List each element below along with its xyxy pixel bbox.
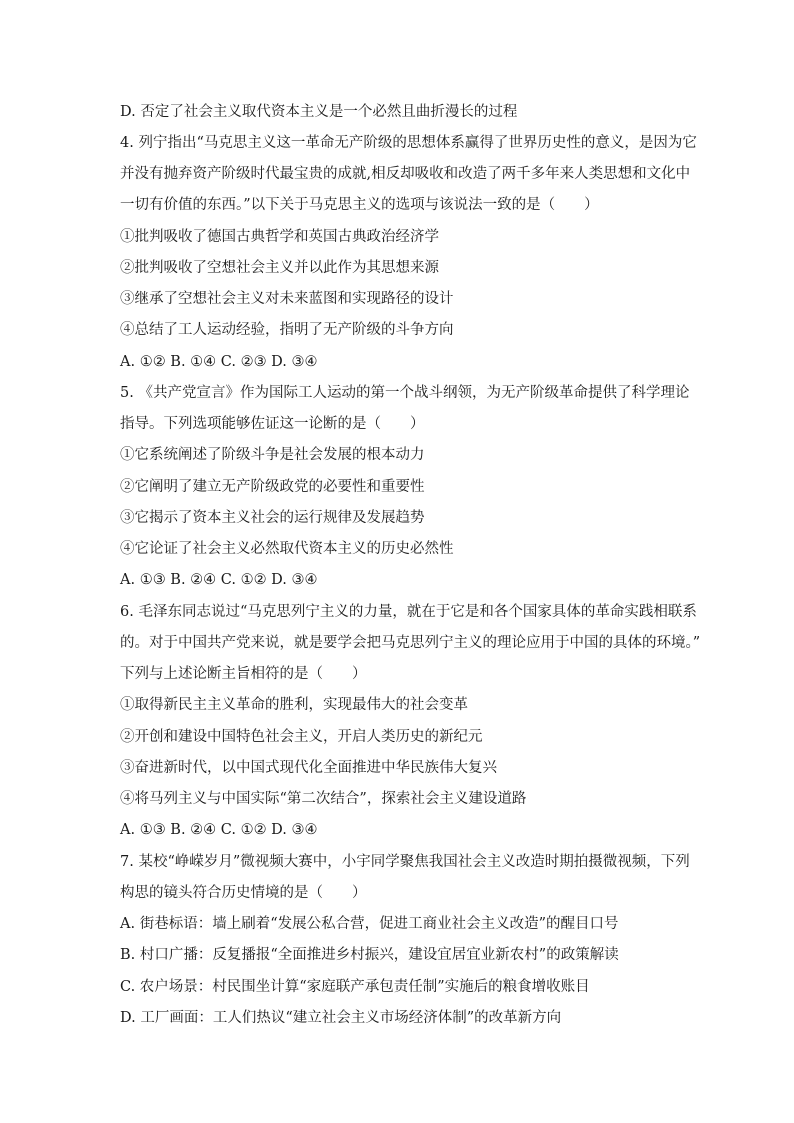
q5-stem-line-1: 5. 《共产党宣言》作为国际工人运动的第一个战斗纲领，为无产阶级革命提供了科学理论 [120,385,690,401]
q4-statement-2: ②批判吸收了空想社会主义并以此作为其思想来源 [120,260,439,276]
q5-statement-4: ④它论证了社会主义必然取代资本主义的历史必然性 [120,541,454,557]
q3-option-d: D. 否定了社会主义取代资本主义是一个必然且曲折漫长的过程 [120,104,518,120]
q7-option-d: D. 工厂画面：工人们热议“建立社会主义市场经济体制”的改革新方向 [120,1010,562,1026]
q4-statement-1: ①批判吸收了德国古典哲学和英国古典政治经济学 [120,229,439,245]
q6-statement-2: ②开创和建设中国特色社会主义，开启人类历史的新纪元 [120,729,483,745]
q6-stem-line-2: 的。对于中国共产党来说，就是要学会把马克思列宁主义的理论应用于中国的具体的环境。” [120,635,701,651]
q6-stem-line-3: 下列与上述论断主旨相符的是（ ） [120,666,367,682]
q7-option-c: C. 农户场景：村民围坐计算“家庭联产承包责任制”实施后的粮食增收账目 [120,979,590,995]
q7-option-a: A. 街巷标语：墙上刷着“发展公私合营，促进工商业社会主义改造”的醒目口号 [120,916,619,932]
q5-statement-2: ②它阐明了建立无产阶级政党的必要性和重要性 [120,479,425,495]
q6-options: A. ①③ B. ②④ C. ①② D. ③④ [120,822,318,838]
q5-stem-line-2: 指导。下列选项能够佐证这一论断的是（ ） [120,416,425,432]
q4-stem-line-1: 4. 列宁指出“马克思主义这一革命无产阶级的思想体系赢得了世界历史性的意义，是因为它 [120,135,697,151]
q4-options: A. ①② B. ①④ C. ②③ D. ③④ [120,354,318,370]
q6-statement-4: ④将马列主义与中国实际“第二次结合”，探索社会主义建设道路 [120,791,527,807]
q5-statement-3: ③它揭示了资本主义社会的运行规律及发展趋势 [120,510,425,526]
q5-statement-1: ①它系统阐述了阶级斗争是社会发展的根本动力 [120,447,425,463]
q6-statement-3: ③奋进新时代，以中国式现代化全面推进中华民族伟大复兴 [120,760,497,776]
q4-stem-line-3: 一切有价值的东西。”以下关于马克思主义的选项与该说法一致的是（ ） [120,197,599,213]
q4-stem-line-2: 并没有抛弃资产阶级时代最宝贵的成就,相反却吸收和改造了两千多年来人类思想和文化中 [120,166,691,182]
q4-statement-3: ③继承了空想社会主义对未来蓝图和实现路径的设计 [120,291,454,307]
q6-statement-1: ①取得新民主主义革命的胜利，实现最伟大的社会变革 [120,697,468,713]
q7-option-b: B. 村口广播：反复播报“全面推进乡村振兴，建设宜居宜业新农村”的政策解读 [120,947,619,963]
q5-options: A. ①③ B. ②④ C. ①② D. ③④ [120,572,318,588]
q7-stem-line-2: 构思的镜头符合历史情境的是（ ） [120,885,367,901]
q6-stem-line-1: 6. 毛泽东同志说过“马克思列宁主义的力量，就在于它是和各个国家具体的革命实践相联系 [120,604,697,620]
q4-statement-4: ④总结了工人运动经验，指明了无产阶级的斗争方向 [120,322,454,338]
q7-stem-line-1: 7. 某校“峥嵘岁月”微视频大赛中，小宇同学聚焦我国社会主义改造时期拍摄微视频，下列 [120,854,690,870]
